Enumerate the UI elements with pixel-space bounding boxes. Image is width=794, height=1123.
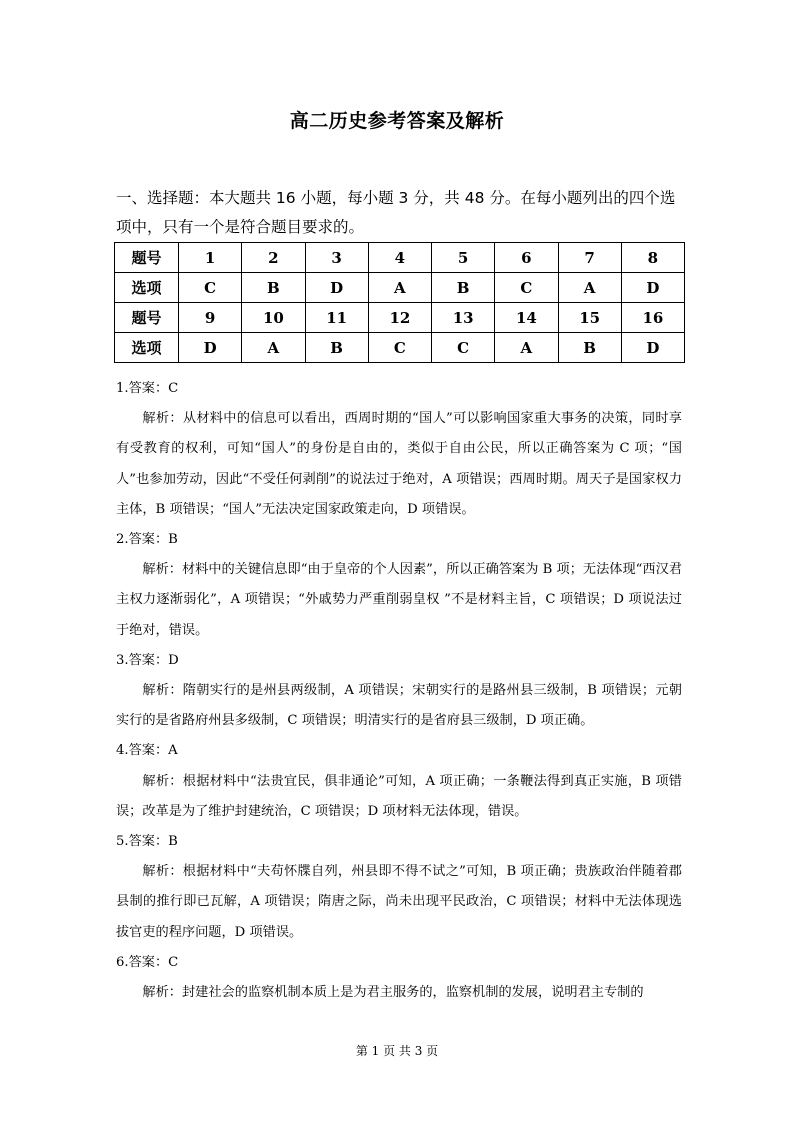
answer-heading: 3.答案：D bbox=[116, 652, 179, 668]
table-cell: 7 bbox=[558, 243, 621, 273]
table-cell: 4 bbox=[368, 243, 431, 273]
table-row bbox=[115, 273, 685, 303]
answer-analysis: 解析：从材料中的信息可以看出，西周时期的“国人”可以影响国家重大事务的决策，同时享有受教育的权利，可知“国人”的身份是自由的，类似于自由公民，所以正确答案为 C 项；“国人”也参加劳动，因此“不受任何剥削”的说法过于绝对，A 项错误；西周时期。周天子是国家权力主体，B 项错误；“国人”无法决定国家政策走向，D 项错误。 bbox=[116, 411, 682, 517]
table-cell: B bbox=[558, 333, 621, 363]
answer-heading: 4.答案：A bbox=[116, 743, 178, 759]
table-cell: D bbox=[621, 333, 684, 363]
page-title: 高二历史参考答案及解析 bbox=[289, 110, 505, 132]
section-intro: 一、选择题：本大题共 16 小题，每小题 3 分，共 48 分。在每小题列出的四个选项中，只有一个是符合题目要求的。 bbox=[116, 189, 676, 236]
answer-heading: 2.答案：B bbox=[116, 532, 178, 548]
answers-body bbox=[116, 374, 682, 1008]
table-cell: D bbox=[621, 273, 684, 303]
table-cell: B bbox=[242, 273, 305, 303]
table-cell: D bbox=[179, 333, 242, 363]
answer-analysis: 解析：隋朝实行的是州县两级制，A 项错误；宋朝实行的是路州县三级制，B 项错误；元朝实行的是省路府州县多级制，C 项错误；明清实行的是省府县三级制，D 项正确。 bbox=[116, 683, 682, 729]
table-row bbox=[115, 243, 685, 273]
table-cell: A bbox=[558, 273, 621, 303]
table-cell: 13 bbox=[432, 303, 495, 333]
answer-heading: 5.答案：B bbox=[116, 834, 178, 850]
table-cell: D bbox=[305, 273, 368, 303]
table-cell: 10 bbox=[242, 303, 305, 333]
table-cell: 2 bbox=[242, 243, 305, 273]
table-cell: C bbox=[432, 333, 495, 363]
table-cell: A bbox=[242, 333, 305, 363]
answer-heading: 1.答案：C bbox=[116, 381, 179, 396]
table-cell: A bbox=[495, 333, 558, 363]
answer-analysis: 解析：根据材料中“法贵宜民，俱非通论”可知，A 项正确；一条鞭法得到真正实施，B 项错误；改革是为了维护封建统治，C 项错误；D 项材料无法体现，错误。 bbox=[116, 773, 682, 819]
answer-analysis: 解析：封建社会的监察机制本质上是为君主服务的，监察机制的发展，说明君主专制的 bbox=[142, 985, 644, 1001]
table-cell: 15 bbox=[558, 303, 621, 333]
table-cell: B bbox=[432, 273, 495, 303]
table-row-label: 题号 bbox=[115, 303, 179, 333]
table-cell: 14 bbox=[495, 303, 558, 333]
table-cell: 6 bbox=[495, 243, 558, 273]
answer-heading: 6.答案：C bbox=[116, 954, 179, 970]
table-row-label: 选项 bbox=[115, 273, 179, 303]
table-row bbox=[115, 333, 685, 363]
table-row-label: 题号 bbox=[115, 243, 179, 273]
table-cell: C bbox=[368, 333, 431, 363]
table-cell: C bbox=[179, 273, 242, 303]
table-cell: C bbox=[495, 273, 558, 303]
table-cell: B bbox=[305, 333, 368, 363]
table-cell: 9 bbox=[179, 303, 242, 333]
table-cell: 16 bbox=[621, 303, 684, 333]
table-cell: 1 bbox=[179, 243, 242, 273]
answer-analysis: 解析：材料中的关键信息即“由于皇帝的个人因素”，所以正确答案为 B 项；无法体现“西汉君主权力逐渐弱化”，A 项错误；“外戚势力严重削弱皇权 ”不是材料主旨，C 项错误；D 项说法过于绝对，错误。 bbox=[116, 562, 682, 638]
table-row bbox=[115, 303, 685, 333]
table-cell: 3 bbox=[305, 243, 368, 273]
table-cell: 12 bbox=[368, 303, 431, 333]
page-footer: 第 1 页 共 3 页 bbox=[355, 1044, 439, 1058]
table-cell: A bbox=[368, 273, 431, 303]
answer-analysis: 解析：根据材料中“夫苟怀牒自列，州县即不得不试之”可知，B 项正确；贵族政治伴随着郡县制的推行即已瓦解，A 项错误；隋唐之际，尚未出现平民政治，C 项错误；材料中无法体现选拔官吏的程序问题，D 项错误。 bbox=[116, 864, 682, 940]
table-row-label: 选项 bbox=[115, 333, 179, 363]
table-cell: 8 bbox=[621, 243, 684, 273]
answer-table bbox=[114, 242, 685, 363]
table-cell: 11 bbox=[305, 303, 368, 333]
table-cell: 5 bbox=[432, 243, 495, 273]
